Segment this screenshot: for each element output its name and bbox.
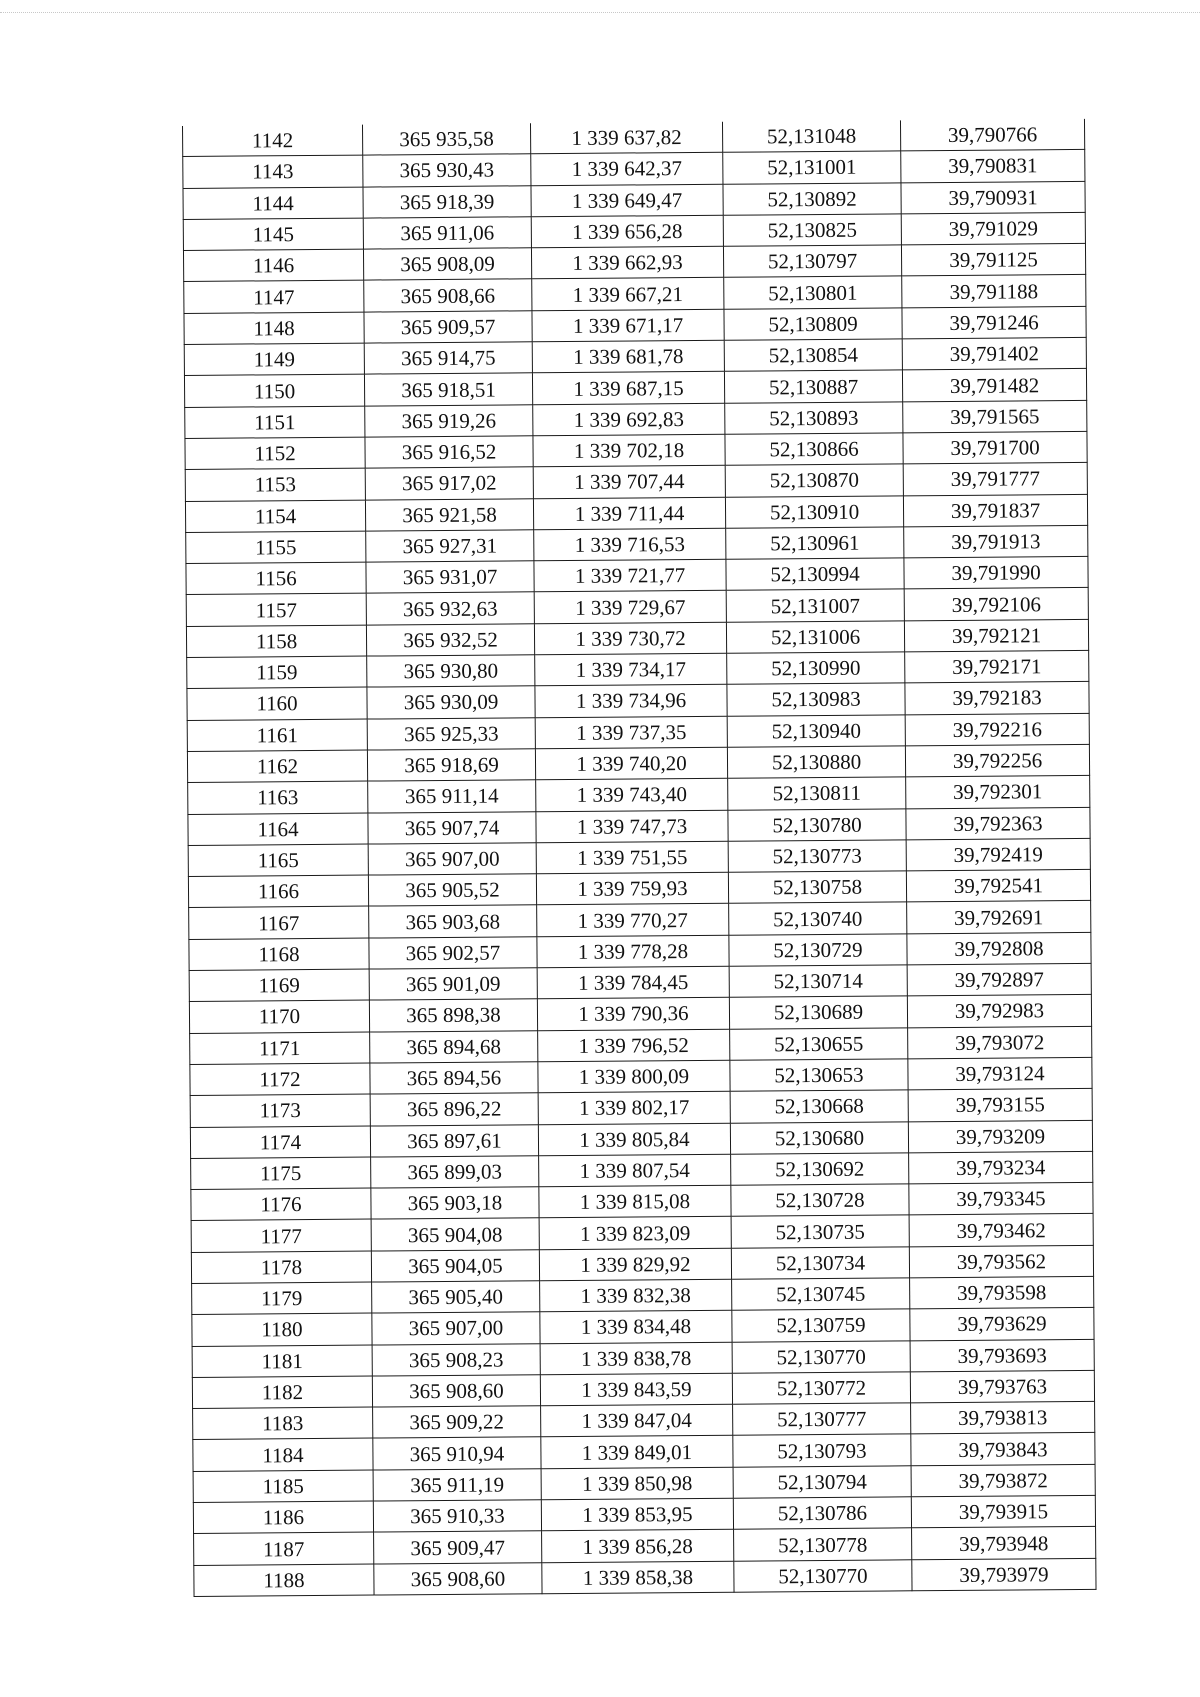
latitude-cell: 52,130745	[732, 1278, 910, 1311]
y-coordinate-cell: 1 339 759,93	[536, 872, 728, 905]
point-number-cell: 1146	[183, 249, 363, 282]
longitude-cell: 39,793234	[909, 1151, 1093, 1184]
point-number-cell: 1157	[186, 594, 366, 627]
x-coordinate-cell: 365 909,22	[373, 1406, 541, 1439]
latitude-cell: 52,130734	[731, 1247, 909, 1280]
longitude-cell: 39,793763	[910, 1370, 1094, 1403]
y-coordinate-cell: 1 339 802,17	[538, 1091, 730, 1124]
y-coordinate-cell: 1 339 729,67	[534, 591, 726, 624]
point-number-cell: 1181	[192, 1345, 372, 1378]
x-coordinate-cell: 365 910,94	[373, 1437, 541, 1470]
y-coordinate-cell: 1 339 815,08	[539, 1185, 731, 1218]
point-number-cell: 1158	[186, 625, 366, 658]
latitude-cell: 52,131006	[726, 621, 904, 654]
latitude-cell: 52,130910	[725, 495, 903, 528]
y-coordinate-cell: 1 339 737,35	[535, 716, 727, 749]
x-coordinate-cell: 365 930,43	[363, 154, 531, 187]
longitude-cell: 39,793915	[911, 1495, 1095, 1528]
longitude-cell: 39,791029	[901, 212, 1085, 245]
longitude-cell: 39,793843	[911, 1433, 1095, 1466]
latitude-cell: 52,130892	[723, 182, 901, 215]
longitude-cell: 39,793872	[911, 1464, 1095, 1497]
x-coordinate-cell: 365 909,47	[374, 1531, 542, 1564]
x-coordinate-cell: 365 908,60	[372, 1375, 540, 1408]
longitude-cell: 39,793155	[908, 1089, 1092, 1122]
longitude-cell: 39,790766	[900, 119, 1084, 151]
coordinate-table-container	[182, 119, 1096, 1597]
point-number-cell: 1183	[193, 1407, 373, 1440]
y-coordinate-cell: 1 339 649,47	[531, 184, 723, 217]
latitude-cell: 52,131048	[722, 120, 900, 152]
point-number-cell: 1156	[186, 562, 366, 595]
coordinate-table-body	[182, 119, 1096, 1596]
latitude-cell: 52,130729	[729, 934, 907, 967]
x-coordinate-cell: 365 907,74	[368, 811, 536, 844]
latitude-cell: 52,130854	[724, 339, 902, 372]
y-coordinate-cell: 1 339 711,44	[533, 497, 725, 530]
x-coordinate-cell: 365 907,00	[372, 1312, 540, 1345]
longitude-cell: 39,792808	[907, 932, 1091, 965]
latitude-cell: 52,130772	[732, 1372, 910, 1405]
latitude-cell: 52,130870	[725, 464, 903, 497]
x-coordinate-cell: 365 921,58	[365, 498, 533, 531]
x-coordinate-cell: 365 901,09	[369, 968, 537, 1001]
x-coordinate-cell: 365 894,68	[370, 1030, 538, 1063]
point-number-cell: 1168	[189, 938, 369, 971]
x-coordinate-cell: 365 898,38	[369, 999, 537, 1032]
y-coordinate-cell: 1 339 800,09	[538, 1060, 730, 1093]
x-coordinate-cell: 365 902,57	[369, 936, 537, 969]
longitude-cell: 39,791565	[903, 400, 1087, 433]
x-coordinate-cell: 365 904,08	[371, 1218, 539, 1251]
x-coordinate-cell: 365 918,39	[363, 185, 531, 218]
y-coordinate-cell: 1 339 778,28	[537, 935, 729, 968]
point-number-cell: 1173	[190, 1094, 370, 1127]
longitude-cell: 39,792897	[907, 963, 1091, 996]
point-number-cell: 1184	[193, 1439, 373, 1472]
latitude-cell: 52,130740	[729, 902, 907, 935]
x-coordinate-cell: 365 908,60	[374, 1562, 542, 1595]
point-number-cell: 1182	[192, 1376, 372, 1409]
y-coordinate-cell: 1 339 662,93	[531, 246, 723, 279]
y-coordinate-cell: 1 339 687,15	[532, 372, 724, 405]
point-number-cell: 1162	[187, 750, 367, 783]
x-coordinate-cell: 365 911,14	[368, 780, 536, 813]
latitude-cell: 52,130990	[727, 652, 905, 685]
point-number-cell: 1143	[183, 155, 363, 188]
y-coordinate-cell: 1 339 770,27	[537, 904, 729, 937]
longitude-cell: 39,791125	[901, 244, 1085, 277]
point-number-cell: 1159	[187, 656, 367, 689]
point-number-cell: 1153	[185, 468, 365, 501]
longitude-cell: 39,791913	[904, 525, 1088, 558]
y-coordinate-cell: 1 339 702,18	[533, 434, 725, 467]
longitude-cell: 39,792216	[905, 713, 1089, 746]
latitude-cell: 52,130940	[727, 714, 905, 747]
x-coordinate-cell: 365 905,40	[372, 1281, 540, 1314]
y-coordinate-cell: 1 339 858,38	[542, 1561, 734, 1594]
y-coordinate-cell: 1 339 790,36	[537, 998, 729, 1031]
point-number-cell: 1165	[188, 844, 368, 877]
point-number-cell: 1166	[188, 875, 368, 908]
point-number-cell: 1154	[185, 500, 365, 533]
y-coordinate-cell: 1 339 671,17	[532, 309, 724, 342]
latitude-cell: 52,130786	[733, 1497, 911, 1530]
longitude-cell: 39,792106	[904, 588, 1088, 621]
y-coordinate-cell: 1 339 716,53	[534, 528, 726, 561]
x-coordinate-cell: 365 909,57	[364, 311, 532, 344]
longitude-cell: 39,791777	[903, 463, 1087, 496]
point-number-cell: 1163	[188, 781, 368, 814]
y-coordinate-cell: 1 339 843,59	[540, 1373, 732, 1406]
y-coordinate-cell: 1 339 681,78	[532, 340, 724, 373]
latitude-cell: 52,130728	[731, 1184, 909, 1217]
latitude-cell: 52,130777	[733, 1403, 911, 1436]
point-number-cell: 1164	[188, 813, 368, 846]
latitude-cell: 52,130793	[733, 1434, 911, 1467]
y-coordinate-cell: 1 339 850,98	[541, 1467, 733, 1500]
x-coordinate-cell: 365 894,56	[370, 1062, 538, 1095]
point-number-cell: 1169	[189, 969, 369, 1002]
latitude-cell: 52,130778	[734, 1528, 912, 1561]
y-coordinate-cell: 1 339 747,73	[536, 810, 728, 843]
latitude-cell: 52,130759	[732, 1309, 910, 1342]
x-coordinate-cell: 365 905,52	[368, 874, 536, 907]
longitude-cell: 39,792363	[906, 807, 1090, 840]
latitude-cell: 52,130880	[727, 746, 905, 779]
y-coordinate-cell: 1 339 743,40	[536, 778, 728, 811]
point-number-cell: 1178	[191, 1251, 371, 1284]
longitude-cell: 39,792183	[905, 682, 1089, 715]
longitude-cell: 39,793629	[910, 1308, 1094, 1341]
latitude-cell: 52,131001	[723, 151, 901, 184]
y-coordinate-cell: 1 339 838,78	[540, 1342, 732, 1375]
y-coordinate-cell: 1 339 784,45	[537, 966, 729, 999]
point-number-cell: 1167	[189, 906, 369, 939]
point-number-cell: 1179	[192, 1282, 372, 1315]
point-number-cell: 1174	[190, 1126, 370, 1159]
coordinate-table	[182, 119, 1097, 1597]
point-number-cell: 1180	[192, 1313, 372, 1346]
longitude-cell: 39,793693	[910, 1339, 1094, 1372]
y-coordinate-cell: 1 339 637,82	[530, 122, 722, 154]
y-coordinate-cell: 1 339 823,09	[539, 1217, 731, 1250]
latitude-cell: 52,130714	[729, 965, 907, 998]
x-coordinate-cell: 365 930,80	[367, 655, 535, 688]
latitude-cell: 52,130866	[725, 433, 903, 466]
point-number-cell: 1150	[184, 374, 364, 407]
y-coordinate-cell: 1 339 849,01	[541, 1436, 733, 1469]
latitude-cell: 52,130887	[724, 370, 902, 403]
y-coordinate-cell: 1 339 834,48	[540, 1310, 732, 1343]
latitude-cell: 52,130770	[732, 1340, 910, 1373]
latitude-cell: 52,130825	[723, 214, 901, 247]
x-coordinate-cell: 365 931,07	[366, 561, 534, 594]
x-coordinate-cell: 365 932,52	[366, 623, 534, 656]
x-coordinate-cell: 365 917,02	[365, 467, 533, 500]
longitude-cell: 39,791700	[903, 431, 1087, 464]
latitude-cell: 52,130961	[726, 527, 904, 560]
point-number-cell: 1170	[189, 1000, 369, 1033]
x-coordinate-cell: 365 914,75	[364, 342, 532, 375]
point-number-cell: 1149	[184, 343, 364, 376]
x-coordinate-cell: 365 903,18	[371, 1187, 539, 1220]
longitude-cell: 39,793209	[908, 1120, 1092, 1153]
point-number-cell: 1175	[191, 1157, 371, 1190]
y-coordinate-cell: 1 339 853,95	[541, 1498, 733, 1531]
point-number-cell: 1142	[182, 125, 362, 157]
latitude-cell: 52,130801	[724, 276, 902, 309]
latitude-cell: 52,130655	[730, 1027, 908, 1060]
longitude-cell: 39,791837	[903, 494, 1087, 527]
latitude-cell: 52,131007	[726, 589, 904, 622]
y-coordinate-cell: 1 339 807,54	[539, 1154, 731, 1187]
x-coordinate-cell: 365 927,31	[366, 530, 534, 563]
y-coordinate-cell: 1 339 707,44	[533, 466, 725, 499]
latitude-cell: 52,130794	[733, 1466, 911, 1499]
longitude-cell: 39,791402	[902, 337, 1086, 370]
longitude-cell: 39,793124	[908, 1057, 1092, 1090]
longitude-cell: 39,792256	[905, 744, 1089, 777]
x-coordinate-cell: 365 930,09	[367, 686, 535, 719]
longitude-cell: 39,792121	[904, 619, 1088, 652]
y-coordinate-cell: 1 339 734,17	[535, 653, 727, 686]
longitude-cell: 39,791482	[902, 369, 1086, 402]
longitude-cell: 39,792983	[907, 995, 1091, 1028]
x-coordinate-cell: 365 925,33	[367, 717, 535, 750]
longitude-cell: 39,793562	[909, 1245, 1093, 1278]
point-number-cell: 1185	[193, 1470, 373, 1503]
longitude-cell: 39,791990	[904, 557, 1088, 590]
x-coordinate-cell: 365 908,66	[364, 279, 532, 312]
x-coordinate-cell: 365 935,58	[362, 123, 530, 155]
point-number-cell: 1148	[184, 312, 364, 345]
y-coordinate-cell: 1 339 796,52	[538, 1029, 730, 1062]
x-coordinate-cell: 365 907,00	[368, 843, 536, 876]
point-number-cell: 1187	[194, 1532, 374, 1565]
x-coordinate-cell: 365 932,63	[366, 592, 534, 625]
y-coordinate-cell: 1 339 656,28	[531, 215, 723, 248]
longitude-cell: 39,792691	[907, 901, 1091, 934]
x-coordinate-cell: 365 904,05	[371, 1249, 539, 1282]
latitude-cell: 52,130797	[723, 245, 901, 278]
longitude-cell: 39,792541	[906, 870, 1090, 903]
point-number-cell: 1161	[187, 719, 367, 752]
longitude-cell: 39,793345	[909, 1182, 1093, 1215]
latitude-cell: 52,130758	[728, 871, 906, 904]
point-number-cell: 1145	[183, 218, 363, 251]
y-coordinate-cell: 1 339 751,55	[536, 841, 728, 874]
x-coordinate-cell: 365 918,51	[364, 373, 532, 406]
longitude-cell: 39,793072	[908, 1026, 1092, 1059]
x-coordinate-cell: 365 918,69	[367, 749, 535, 782]
y-coordinate-cell: 1 339 847,04	[541, 1404, 733, 1437]
x-coordinate-cell: 365 911,19	[373, 1468, 541, 1501]
y-coordinate-cell: 1 339 667,21	[532, 278, 724, 311]
latitude-cell: 52,130770	[734, 1559, 912, 1592]
latitude-cell: 52,130735	[731, 1215, 909, 1248]
y-coordinate-cell: 1 339 692,83	[533, 403, 725, 436]
scan-top-edge	[0, 12, 1200, 13]
y-coordinate-cell: 1 339 805,84	[538, 1123, 730, 1156]
latitude-cell: 52,130893	[725, 402, 903, 435]
point-number-cell: 1144	[183, 187, 363, 220]
x-coordinate-cell: 365 916,52	[365, 436, 533, 469]
table-row	[194, 1558, 1096, 1596]
longitude-cell: 39,790831	[901, 150, 1085, 183]
x-coordinate-cell: 365 896,22	[370, 1093, 538, 1126]
longitude-cell: 39,790931	[901, 181, 1085, 214]
x-coordinate-cell: 365 911,06	[363, 217, 531, 250]
point-number-cell: 1155	[186, 531, 366, 564]
y-coordinate-cell: 1 339 734,96	[535, 685, 727, 718]
latitude-cell: 52,130773	[728, 840, 906, 873]
point-number-cell: 1188	[194, 1564, 374, 1597]
x-coordinate-cell: 365 903,68	[369, 905, 537, 938]
point-number-cell: 1172	[190, 1063, 370, 1096]
y-coordinate-cell: 1 339 721,77	[534, 559, 726, 592]
y-coordinate-cell: 1 339 832,38	[540, 1279, 732, 1312]
longitude-cell: 39,793979	[912, 1558, 1096, 1591]
point-number-cell: 1152	[185, 437, 365, 470]
y-coordinate-cell: 1 339 642,37	[531, 153, 723, 186]
x-coordinate-cell: 365 899,03	[371, 1156, 539, 1189]
longitude-cell: 39,792419	[906, 838, 1090, 871]
point-number-cell: 1147	[184, 281, 364, 314]
x-coordinate-cell: 365 908,09	[363, 248, 531, 281]
y-coordinate-cell: 1 339 730,72	[534, 622, 726, 655]
latitude-cell: 52,130692	[731, 1153, 909, 1186]
latitude-cell: 52,130994	[726, 558, 904, 591]
longitude-cell: 39,791246	[902, 306, 1086, 339]
x-coordinate-cell: 365 919,26	[365, 404, 533, 437]
point-number-cell: 1151	[185, 406, 365, 439]
point-number-cell: 1186	[193, 1501, 373, 1534]
x-coordinate-cell: 365 897,61	[370, 1124, 538, 1157]
longitude-cell: 39,793462	[909, 1214, 1093, 1247]
point-number-cell: 1171	[190, 1032, 370, 1065]
longitude-cell: 39,793948	[912, 1527, 1096, 1560]
longitude-cell: 39,793598	[910, 1276, 1094, 1309]
y-coordinate-cell: 1 339 740,20	[535, 747, 727, 780]
latitude-cell: 52,130689	[729, 996, 907, 1029]
latitude-cell: 52,130983	[727, 683, 905, 716]
longitude-cell: 39,791188	[902, 275, 1086, 308]
latitude-cell: 52,130653	[730, 1059, 908, 1092]
point-number-cell: 1160	[187, 687, 367, 720]
y-coordinate-cell: 1 339 829,92	[539, 1248, 731, 1281]
longitude-cell: 39,792301	[906, 776, 1090, 809]
latitude-cell: 52,130680	[730, 1121, 908, 1154]
x-coordinate-cell: 365 908,23	[372, 1343, 540, 1376]
y-coordinate-cell: 1 339 856,28	[542, 1530, 734, 1563]
x-coordinate-cell: 365 910,33	[373, 1500, 541, 1533]
point-number-cell: 1176	[191, 1188, 371, 1221]
longitude-cell: 39,792171	[905, 650, 1089, 683]
longitude-cell: 39,793813	[911, 1402, 1095, 1435]
point-number-cell: 1177	[191, 1219, 371, 1252]
latitude-cell: 52,130809	[724, 308, 902, 341]
latitude-cell: 52,130780	[728, 808, 906, 841]
latitude-cell: 52,130668	[730, 1090, 908, 1123]
latitude-cell: 52,130811	[728, 777, 906, 810]
